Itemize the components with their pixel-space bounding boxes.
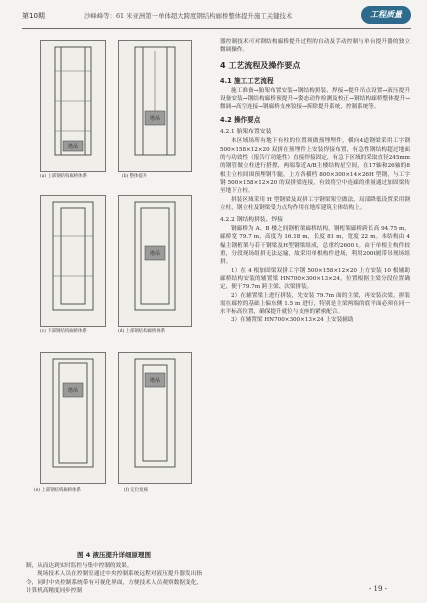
panel-e-drawing <box>41 353 105 483</box>
figure-panel-a <box>40 40 106 172</box>
running-header <box>22 6 411 29</box>
section-4-heading: 4 工艺流程及操作要点 <box>220 60 301 70</box>
caption-a: (a) 上部钢结构廊桥体系 <box>40 174 87 179</box>
block-label: 塔吊 <box>149 251 161 257</box>
figure-panel-d <box>118 195 192 327</box>
caption-f: (f) 定位复核 <box>124 488 149 493</box>
left-column-text <box>26 562 202 595</box>
block-label: 塔吊 <box>67 388 79 394</box>
section-4-1-heading: 4.1 施工工艺流程 <box>220 76 274 85</box>
section-4-2-1-text-a: 本区域场所有地下有柱的位置须做预埋埋件，横向4道钢梁采用工字钢 500×158×12×20 双拼在预埋件上安装焊接布置，有急性钢结构超过地面的与功效性（报告厅功能性）直接焊接固定，有急下区域的采取直径245mm的钢管做立柱进行搭撑，两端靠近A/B主楼结构星空间，在17轴和26轴的8根主立柱间围预埋钢牛腿，上方各横档 800×300×14×26H 型钢，与工字钢 500×158×12×20 的双拼梁连接，有效将空中连廊的重量通过加固梁传至地下立柱。 <box>220 138 410 195</box>
section-4-2-1-heading: 4.2.1 胎架布置安装 <box>220 129 272 136</box>
issue-number: 第10期 <box>22 12 45 20</box>
figure-panel-c <box>40 195 106 327</box>
panel-d-drawing <box>119 196 191 326</box>
section-4-2-2-text-c: 2）在辅置梁上进行拼装，先安装 79.7m 面的主梁，再安装次梁。拼装需在廊控的基础上偏东侧 1.5 m 进行，特别是主梁两端的底平面必须在同一水平标高位置，确保提升就位与支座的紧密配合。 <box>220 292 410 316</box>
panel-f-drawing <box>119 353 191 483</box>
section-4-2-2-text-b: 1）在 4 根加固梁双拼工字钢 500×158×12×20 上方安装 10 根辅助廊桥结构安装的辅置梁 HN700×300×13×24，位置根据主梁分段位置确定，便于79.7m 跨主梁、次梁拼装。 <box>220 267 410 291</box>
section-4-2-2-text-a: 钢廊桥为 A、B 楼之间钢桁架廊桥结构，钢桁架廊桥跨长高 94.75 m，廊桥宽 79.7 m，高度为 16.18 m，长度 81 m，宽度 22 m。本结构由 4 榀主钢桁架与若干钢梁及H型钢梁组成，总重约2600 t。由于单根主构件较重，分段现场组拼无法运输，故采用单根构件进场，利用200t履带吊现场组拼。 <box>220 226 410 266</box>
right-column-text <box>220 38 410 325</box>
left-paragraph-1: 制，从而达到实时监控与集中控制的效果。 <box>26 563 133 569</box>
panel-a-drawing <box>41 41 105 171</box>
caption-d: (d) 上部钢结构廊桥体系 <box>118 329 166 334</box>
panel-c-drawing <box>41 196 105 326</box>
running-head: 沙峰峰等：61 米亚洲第一单体超大跨度钢结构廊桥整体提升施工关键技术 <box>84 12 293 20</box>
figure-panel-b <box>118 40 192 172</box>
journal-logo: 工程质量 <box>361 6 411 24</box>
caption-e: (e) 上部钢结构廊桥体系 <box>34 488 81 493</box>
section-4-2-1-text-b: 拼装区域采用 H 型钢梁及双拼工字钢梁架空做法，局部降低设置采用钢立柱，钢立柱及钢梁受力点均作用在地库建筑主体结构上。 <box>220 196 410 211</box>
caption-b: (b) 整体提升 <box>122 174 148 179</box>
block-label: 塔吊 <box>149 378 161 384</box>
section-4-1-text: 施工准备→胎架布置安装→钢结构拼装、焊接→提升吊点设置→液压提升设备安装→钢结构廊桥预提升→姿态动作检测及校正→钢结构廊桥整体提升→微调→高空连接→钢廊桥支座铰接→拆除提升系统，控制系统等。 <box>220 87 410 111</box>
section-4-2-heading: 4.2 操作要点 <box>220 116 261 125</box>
caption-c: (c) 下部钢结构廊桥体系 <box>40 329 87 334</box>
figure-panel-e <box>40 352 106 484</box>
right-paragraph-0: 器控制技术可对钢结构廊桥提升过程的自动及手动控制与单台提升器的独立微调操作。 <box>220 39 410 54</box>
block-label: 塔吊 <box>67 144 79 150</box>
left-paragraph-2: 现场技术人员在控制室通过中央控制系统远程对液压提升器发出指令，同时中央控制系统带有可视化界面，方便技术人员观察数据变化，计算机高精度同步控制 <box>26 571 202 594</box>
section-4-2-2-text-d: 3）在辅置梁 HN700×300×13×24 上安装辅助 <box>231 317 354 324</box>
section-4-2-2-heading: 4.2.2 钢结构拼装、焊接 <box>220 217 283 224</box>
panel-b-drawing <box>119 41 191 171</box>
figure-title: 图 4 液压提升详细原理图 <box>76 551 152 559</box>
figure-panel-f <box>118 352 192 484</box>
block-label: 塔吊 <box>149 116 161 122</box>
page-number: - 19 - <box>368 585 387 593</box>
